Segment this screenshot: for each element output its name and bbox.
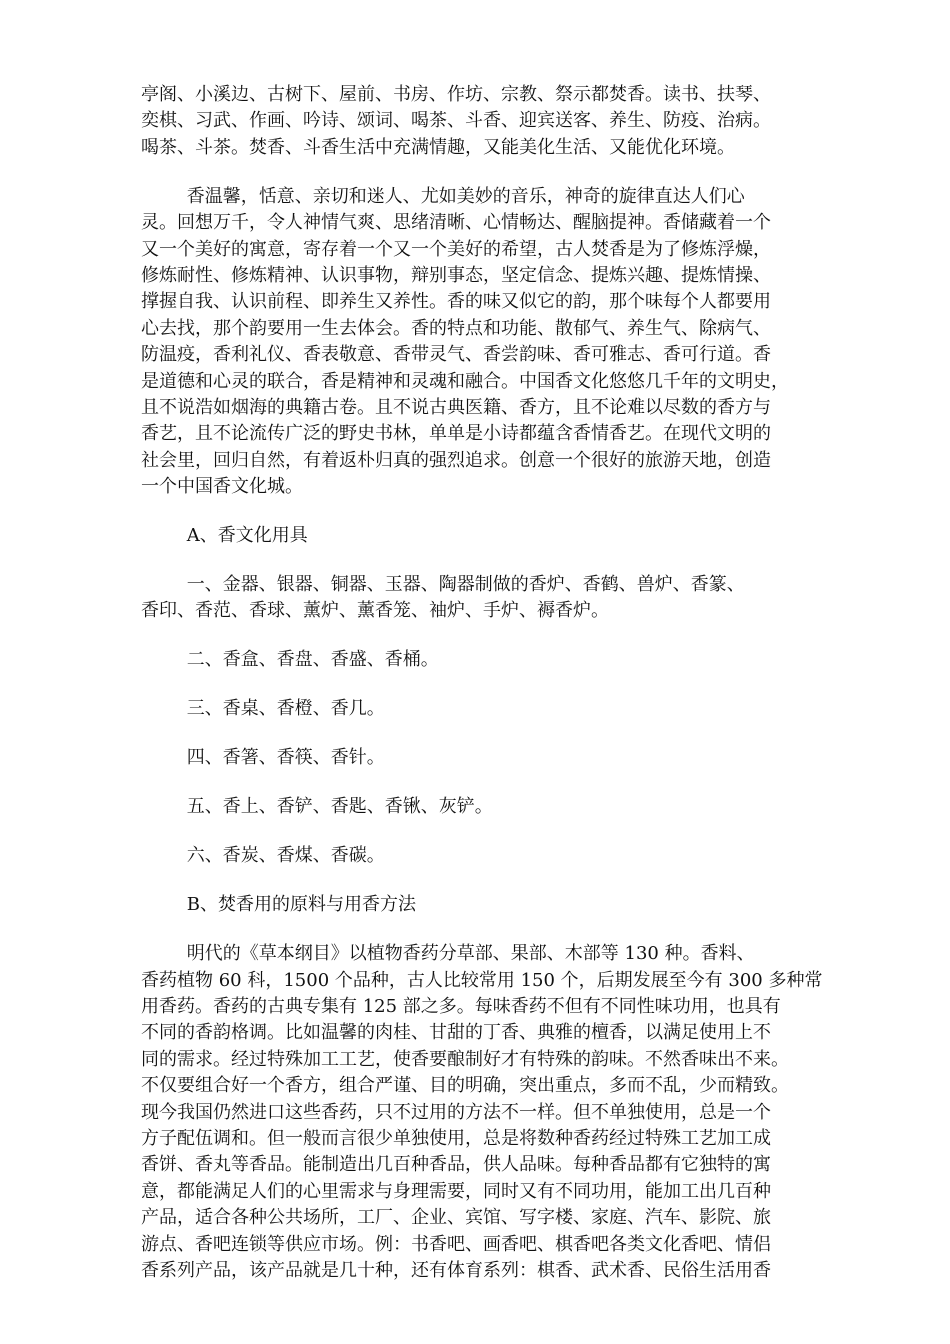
text-line: 亭阁、小溪边、古树下、屋前、书房、作坊、宗教、祭示都焚香。读书、扶琴、 [141, 84, 771, 105]
text-line: 三、香桌、香橙、香几。 [141, 698, 385, 720]
paragraph-p9 [141, 843, 823, 869]
paragraph-gap [141, 549, 823, 572]
text-line: 四、香箸、香筷、香针。 [141, 747, 385, 769]
paragraph-p8 [141, 794, 823, 820]
text-line: 六、香炭、香煤、香碳。 [141, 845, 385, 867]
text-line: 奕棋、习武、作画、吟诗、颂词、喝茶、斗香、迎宾送客、养生、防疫、治病。 [141, 110, 771, 132]
paragraph-p1 [141, 82, 823, 161]
text-line: 游点、香吧连锁等供应市场。例：书香吧、画香吧、棋香吧各类文化香吧、情侣 [141, 1233, 771, 1255]
paragraph-gap [141, 919, 823, 942]
heading-line: B、焚香用的原料与用香方法 [141, 894, 416, 916]
text-line: 香药植物 60 科，1500 个品种，古人比较常用 150 个，后期发展至今有 300 多种常 [141, 969, 823, 991]
text-line: 喝茶、斗茶。焚香、斗香生活中充满情趣，又能美化生活、又能优化环境。 [141, 136, 735, 158]
text-line: 防温疫，香利礼仪、香表敬意、香带灵气、香尝韵味、香可雅志、香可行道。香 [141, 344, 771, 366]
text-line: 撑握自我、认识前程、即养生又养性。香的味又似它的韵，那个味每个人都要用 [141, 291, 771, 313]
heading-line: A、香文化用具 [141, 525, 308, 547]
paragraph-gap [141, 161, 823, 184]
text-line: 修炼耐性、修炼精神、认识事物，辩别事态，坚定信念、提炼兴趣、提炼情操、 [141, 264, 771, 286]
text-line: 现今我国仍然进口这些香药，只不过用的方法不一样。但不单独使用，总是一个 [141, 1101, 771, 1123]
paragraph-p4 [141, 572, 823, 625]
paragraph-p6 [141, 696, 823, 722]
paragraph-gap [141, 625, 823, 648]
paragraph-gap [141, 821, 823, 844]
text-line: 灵。回想万千，令人神情气爽、思绪清晰、心情畅达、醒脑提神。香储藏着一个 [141, 212, 771, 234]
text-line: 意，都能满足人们的心里需求与身理需要，同时又有不同功用，能加工出几百种 [141, 1180, 771, 1202]
text-line: 方子配伍调和。但一般而言很少单独使用，总是将数种香药经过特殊工艺加工成 [141, 1128, 771, 1150]
paragraph-gap [141, 674, 823, 697]
text-line: 一个中国香文化城。 [141, 476, 303, 498]
text-line: 香温馨，恬意、亲切和迷人、尤如美妙的音乐，神奇的旋律直达人们心 [141, 185, 745, 207]
paragraph-p2 [141, 184, 823, 501]
text-line: 心去找，那个韵要用一生去体会。香的特点和功能、散郁气、养生气、除病气、 [141, 317, 771, 339]
paragraph-gap [141, 723, 823, 746]
paragraph-gap [141, 500, 823, 523]
paragraph-p7 [141, 745, 823, 771]
text-line: 香系列产品，该产品就是几十种，还有体育系列：棋香、武术香、民俗生活用香 [141, 1260, 771, 1281]
section-heading-a [141, 523, 823, 549]
text-line: 社会里，回归自然，有着返朴归真的强烈追求。创意一个很好的旅游天地，创造 [141, 449, 771, 471]
text-line: 香印、香范、香球、薰炉、薰香笼、袖炉、手炉、褥香炉。 [141, 600, 609, 622]
text-line: 用香药。香药的古典专集有 125 部之多。每味香药不但有不同性味功用，也具有 [141, 996, 781, 1018]
text-line: 香饼、香丸等香品。能制造出几百种香品，供人品味。每种香品都有它独特的寓 [141, 1154, 771, 1176]
paragraph-p5 [141, 647, 823, 673]
text-line: 产品，适合各种公共场所，工厂、企业、宾馆、写字楼、家庭、汽车、影院、旅 [141, 1207, 771, 1229]
text-line: 不仅要组合好一个香方，组合严谨、目的明确，突出重点，多而不乱，少而精致。 [141, 1075, 789, 1097]
paragraph-p11 [141, 941, 823, 1284]
paragraph-gap [141, 870, 823, 893]
text-line: 二、香盒、香盘、香盛、香桶。 [141, 649, 439, 671]
text-line: 且不说浩如烟海的典籍古卷。且不说古典医籍、香方，且不论难以尽数的香方与 [141, 396, 771, 418]
text-line: 五、香上、香铲、香匙、香锹、灰铲。 [141, 796, 493, 818]
text-line: 不同的香韵格调。比如温馨的肉桂、甘甜的丁香、典雅的檀香，以满足使用上不 [141, 1022, 771, 1044]
text-line: 明代的《草本纲目》以植物香药分草部、果部、木部等 130 种。香料、 [141, 943, 755, 965]
text-line: 同的需求。经过特殊加工工艺，使香要酿制好才有特殊的韵味。不然香味出不来。 [141, 1048, 789, 1070]
paragraph-gap [141, 772, 823, 795]
text-line: 一、金器、银器、铜器、玉器、陶器制做的香炉、香鹤、兽炉、香篆、 [141, 574, 745, 596]
section-heading-b [141, 892, 823, 918]
document-page [141, 82, 823, 1284]
text-line: 是道德和心灵的联合，香是精神和灵魂和融合。中国香文化悠悠几千年的文明史， [141, 370, 789, 392]
text-line: 香艺，且不论流传广泛的野史书林，单单是小诗都蕴含香情香艺。在现代文明的 [141, 423, 771, 445]
text-line: 又一个美好的寓意，寄存着一个又一个美好的希望，古人焚香是为了修炼浮燥， [141, 238, 771, 260]
